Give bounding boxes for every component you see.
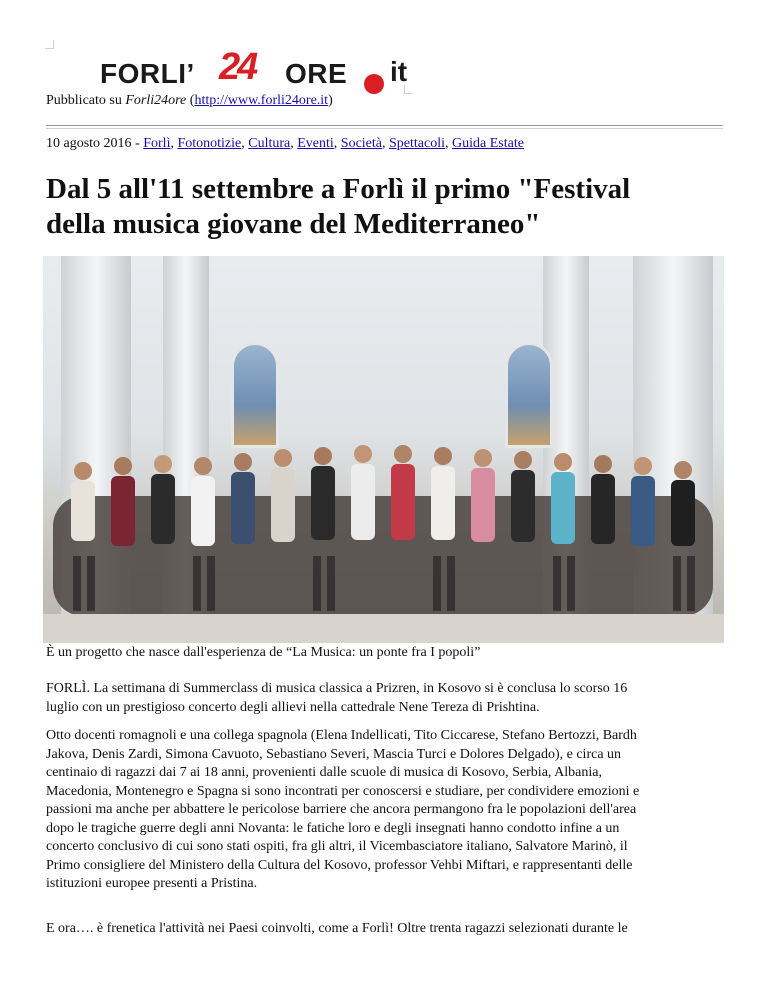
paragraph-line: centinaio di ragazzi dai 7 ai 18 anni, provenienti dalle scuole di musica di Kosovo, Serbia, Albania, (46, 765, 602, 780)
paragraph-line: passioni ma anche per abbattere le pericolose barriere che ancora permangono fra le popolazioni dell'area (46, 802, 637, 817)
paragraph-line: Macedonia, Montenegro e Spagna si sono incontrati per conoscersi e studiare, per condividere emozioni e (46, 783, 640, 799)
paragraph-line: luglio con un prestigioso concerto degli allievi nella cattedrale Nene Tereza di Prishtina. (46, 699, 540, 715)
paren-close: ) (328, 93, 333, 108)
stained-glass-window (505, 342, 553, 448)
crop-mark (45, 40, 54, 49)
logo-number: 24 (219, 46, 256, 88)
site-logo[interactable] (100, 44, 420, 98)
title-line: della musica giovane del Mediterraneo" (46, 208, 541, 240)
category-link[interactable]: Cultura (248, 136, 291, 151)
article-paragraph (46, 680, 726, 717)
category-link[interactable]: Eventi (297, 136, 334, 151)
published-line (46, 93, 333, 109)
article-photo (43, 256, 724, 643)
logo-word-forli: FORLI’ (100, 58, 195, 89)
logo-word-ore: ORE (285, 58, 348, 89)
header-divider (46, 125, 723, 129)
paragraph-line: Jakova, Denis Zardi, Simona Cavuoto, Sebastiano Severi, Mascia Turci e Dolores Delgado), e circa un (46, 746, 622, 762)
category-link[interactable]: Guida Estate (452, 136, 524, 151)
paren-open: ( (186, 93, 195, 108)
article-meta: 10 agosto 2016 - Forlì, Fotonotizie, Cultura, Eventi, Società, Spettacoli, Guida Estate (46, 136, 524, 151)
paragraph-line: E ora…. è frenetica l'attività nei Paesi coinvolti, come a Forlì! Oltre trenta ragazzi selezionati durante le (46, 921, 628, 936)
paragraph-line: FORLÌ. La settimana di Summerclass di musica classica a Prizren, in Kosovo si è conclusa lo scorso 16 (46, 681, 628, 696)
title-line: Dal 5 all'11 settembre a Forlì il primo "Festival (46, 173, 631, 205)
paragraph-line: istituzioni europee presenti a Pristina. (46, 876, 258, 891)
group-photo-people (43, 436, 724, 643)
site-name: Forli24ore (125, 93, 187, 108)
published-prefix: Pubblicato su (46, 93, 126, 108)
article-date: 10 agosto 2016 (46, 136, 132, 151)
paragraph-line: dopo le tragiche guerre degli anni Novanta: le fatiche loro e degli insegnati hanno condotto infine a un (46, 820, 620, 836)
paragraph-line: Primo consigliere del Ministero della Cultura del Kosovo, professor Vehbi Miftari, e rappresentanti delle (46, 857, 633, 873)
category-link[interactable]: Società (340, 136, 383, 151)
stained-glass-window (231, 342, 279, 448)
paragraph-line: Otto docenti romagnoli e una collega spagnola (Elena Indellicati, Tito Ciccarese, Stefano Bertozzi, Bardh (46, 728, 637, 743)
logo-tld: it (390, 56, 408, 87)
category-link[interactable]: Spettacoli (389, 136, 446, 151)
paragraph-line: concerto conclusivo di cui sono stati ospiti, fra gli altri, il Vicembasciatore italiano, Salvatore Marinò, il (46, 839, 628, 854)
meta-separator: - (131, 136, 144, 151)
category-link[interactable]: Forlì (143, 136, 171, 151)
site-url-link[interactable]: http://www.forli24ore.it (194, 93, 329, 108)
logo-dot-icon (364, 74, 384, 94)
article-paragraph (46, 727, 726, 894)
photo-caption: È un progetto che nasce dall'esperienza de “La Musica: un ponte fra I popoli” (46, 645, 481, 660)
article-title (46, 172, 726, 242)
category-link[interactable]: Fotonotizie (177, 136, 242, 151)
article-paragraph (46, 920, 726, 939)
